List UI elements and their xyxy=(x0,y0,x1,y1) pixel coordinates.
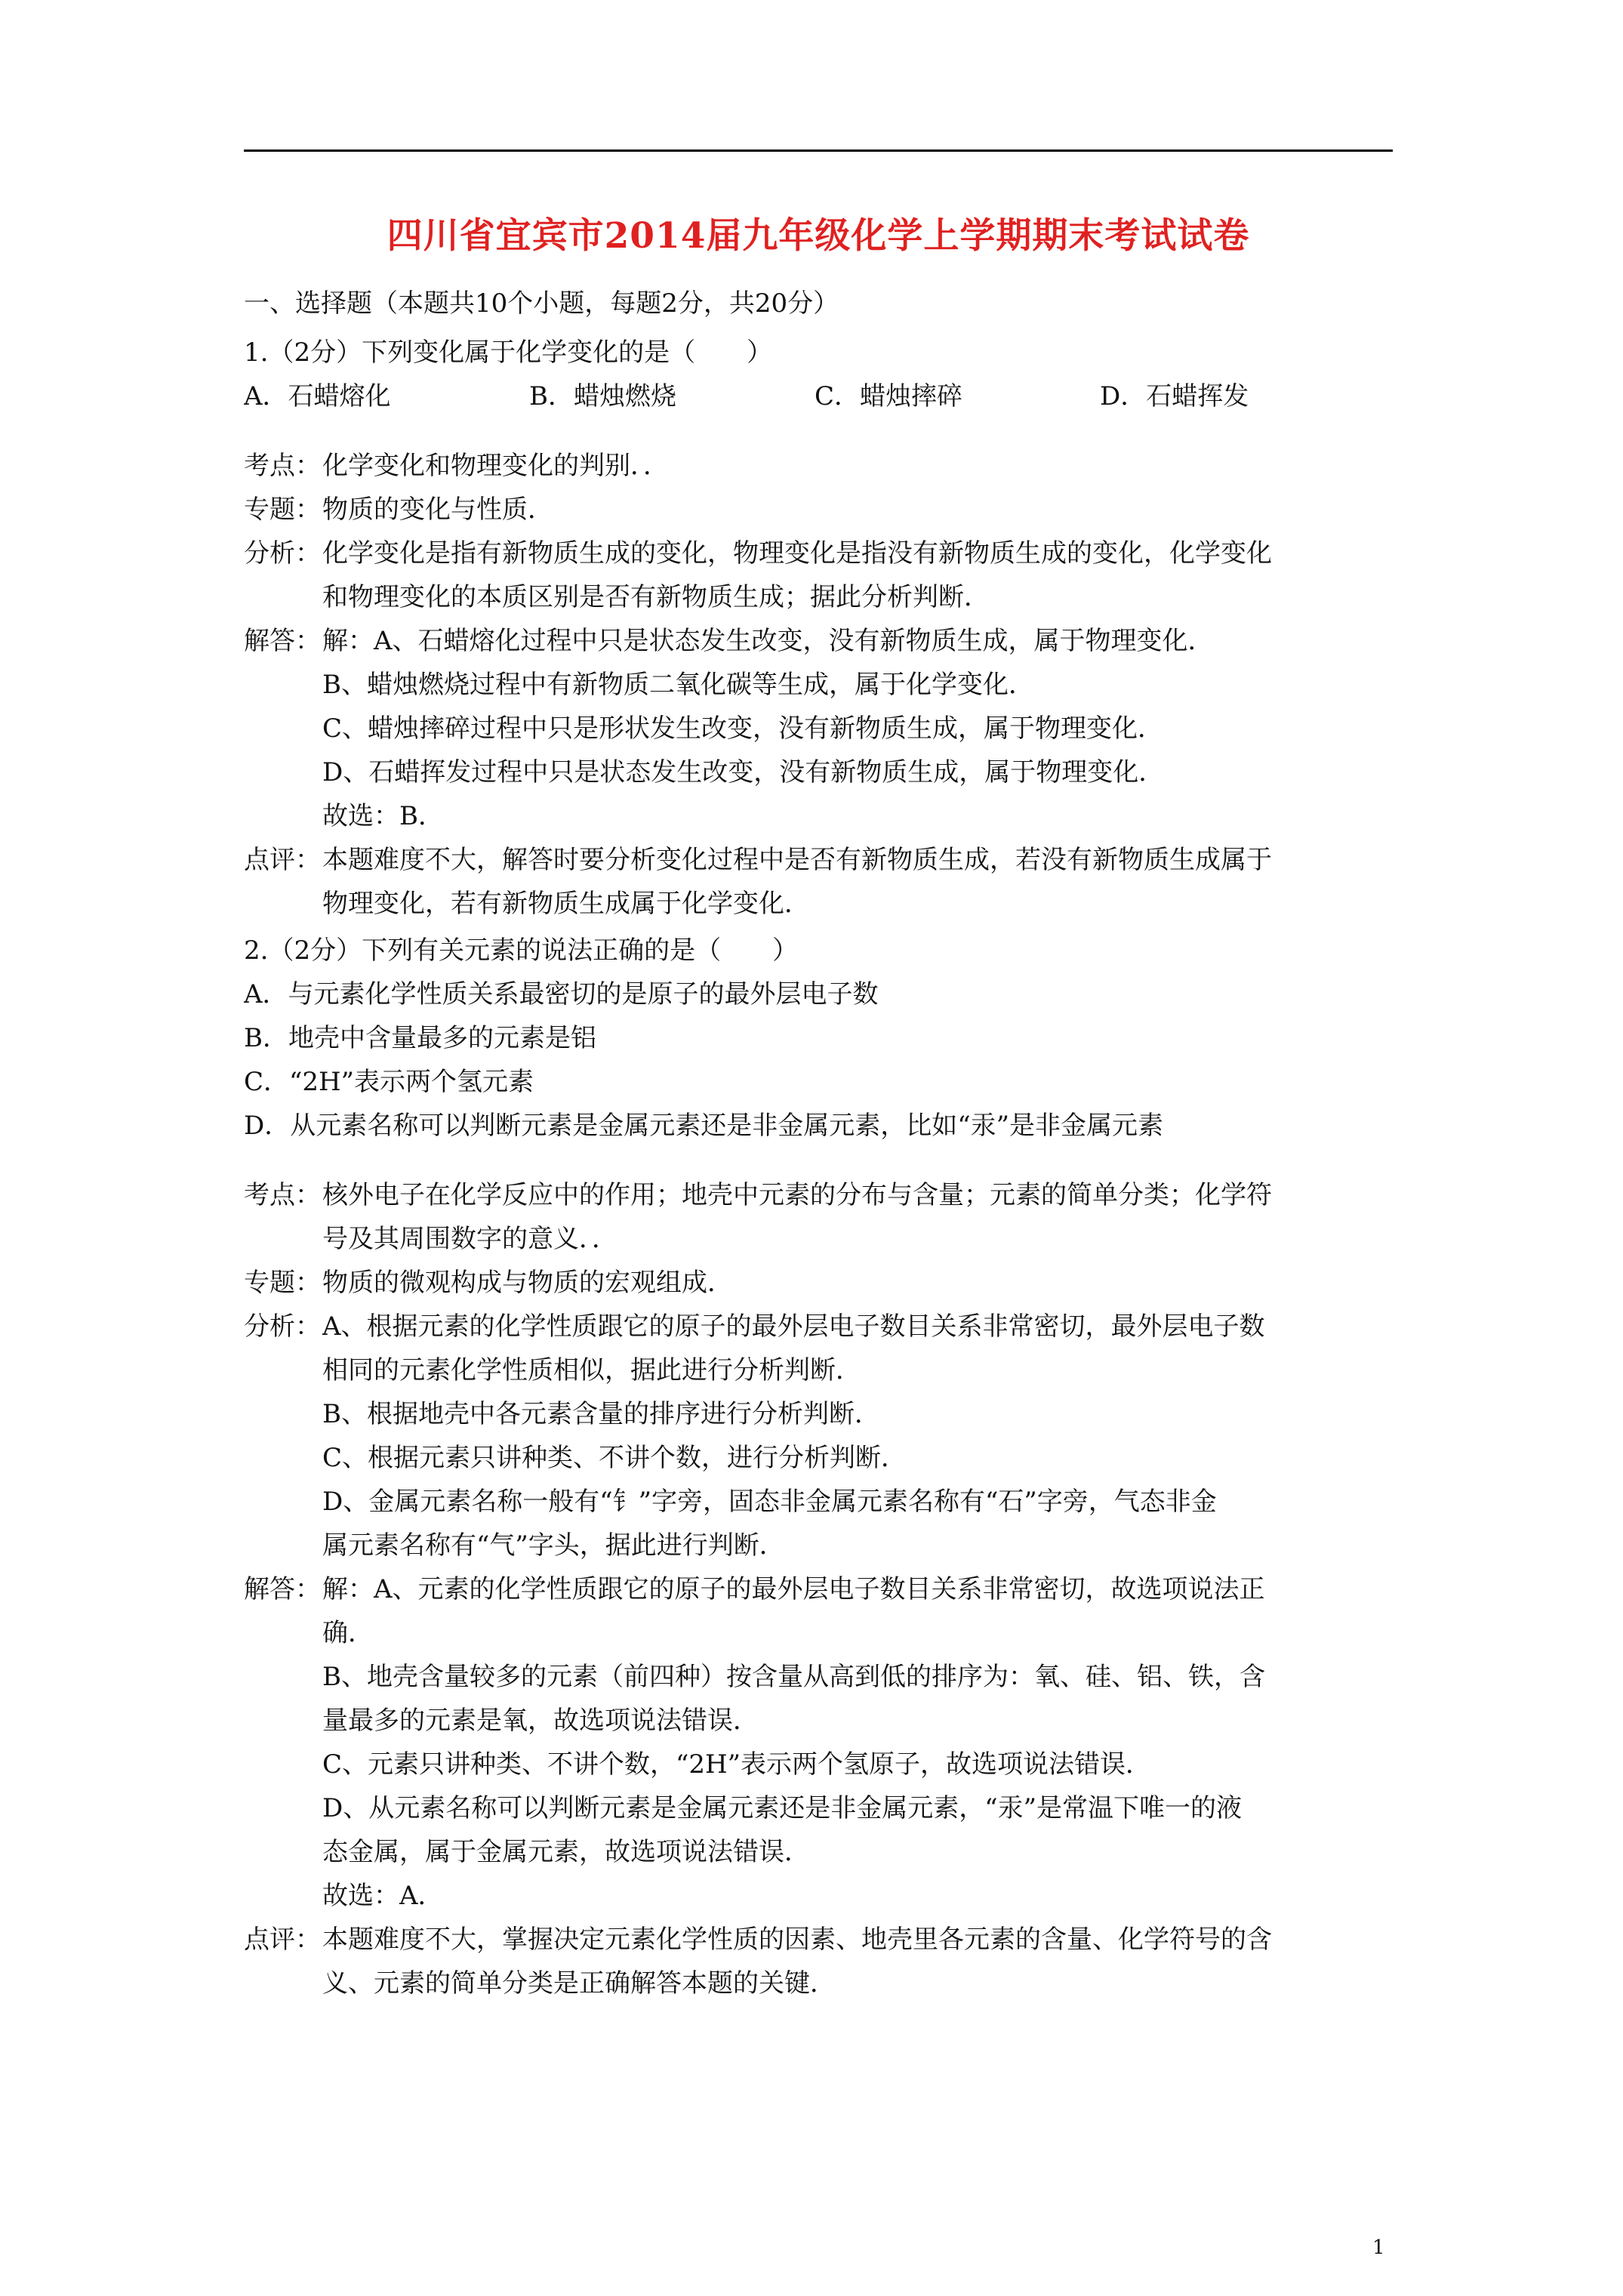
kaodian-row xyxy=(244,444,1399,488)
zhuanti-row xyxy=(244,1261,1399,1305)
section-heading: 一、选择题（本题共10个小题，每题2分，共20分） xyxy=(244,288,839,319)
jieda-line: D、从元素名称可以判断元素是金属元素还是非金属元素，“汞”是常温下唯一的液 xyxy=(322,1793,1243,1823)
fenxi-row xyxy=(244,1305,1399,1348)
jieda-line: D、石蜡挥发过程中只是状态发生改变，没有新物质生成，属于物理变化． xyxy=(322,757,1165,787)
zhuanti-label: 专题： xyxy=(244,1268,321,1298)
option-a: A．与元素化学性质关系最密切的是原子的最外层电子数 xyxy=(244,979,879,1009)
option-c: C．“2H”表示两个氢元素 xyxy=(244,1067,534,1097)
option-d: D．石蜡挥发 xyxy=(1100,381,1249,411)
jieda-line: B、蜡烛燃烧过程中有新物质二氧化碳等生成，属于化学变化． xyxy=(322,670,1034,700)
question-1 xyxy=(244,331,1399,926)
dianping-line: 物理变化，若有新物质生成属于化学变化． xyxy=(322,889,810,919)
jieda-line: 故选：B． xyxy=(322,801,444,831)
fenxi-label: 分析： xyxy=(244,1311,321,1342)
zhuanti-row xyxy=(244,488,1399,532)
dianping-line: 义、元素的简单分类是正确解答本题的关键． xyxy=(322,1968,836,1999)
question-stem: 2.（2分）下列有关元素的说法正确的是（ ） xyxy=(244,935,799,966)
kaodian-text: 化学变化和物理变化的判别．． xyxy=(322,451,669,481)
jieda-line: B、地壳含量较多的元素（前四种）按含量从高到低的排序为：氧、硅、铝、铁，含 xyxy=(322,1662,1265,1692)
jieda-line: 态金属，属于金属元素，故选项说法错误． xyxy=(322,1837,810,1867)
jieda-line: 量最多的元素是氧，故选项说法错误． xyxy=(322,1706,759,1736)
kaodian-row xyxy=(244,1173,1399,1217)
fenxi-line: C、根据元素只讲种类、不讲个数，进行分析判断． xyxy=(322,1443,907,1473)
option-d: D．从元素名称可以判断元素是金属元素还是非金属元素，比如“汞”是非金属元素 xyxy=(244,1111,1164,1141)
jieda-row xyxy=(244,619,1399,663)
kaodian-label: 考点： xyxy=(244,1180,321,1210)
header-rule xyxy=(244,149,1393,152)
fenxi-line: 和物理变化的本质区别是否有新物质生成；据此分析判断． xyxy=(322,582,990,612)
dianping-label: 点评： xyxy=(244,845,321,875)
fenxi-row xyxy=(244,532,1399,575)
jieda-line: 解：A、石蜡熔化过程中只是状态发生改变，没有新物质生成，属于物理变化． xyxy=(322,626,1214,656)
option-a: A．石蜡熔化 xyxy=(244,381,391,411)
jieda-label: 解答： xyxy=(244,626,321,656)
question-stem: 1.（2分）下列变化属于化学变化的是（ ） xyxy=(244,337,773,368)
jieda-line: C、元素只讲种类、不讲个数，“2H”表示两个氢原子，故选项说法错误． xyxy=(322,1749,1152,1780)
fenxi-line: 化学变化是指有新物质生成的变化，物理变化是指没有新物质生成的变化，化学变化 xyxy=(322,538,1272,569)
option-b: B．地壳中含量最多的元素是铝 xyxy=(244,1023,596,1053)
dianping-line: 本题难度不大，掌握决定元素化学性质的因素、地壳里各元素的含量、化学符号的含 xyxy=(322,1925,1272,1955)
fenxi-line: 属元素名称有“气”字头，据此进行判断． xyxy=(322,1530,785,1561)
kaodian-line: 号及其周围数字的意义．． xyxy=(322,1224,617,1254)
zhuanti-text: 物质的微观构成与物质的宏观组成． xyxy=(322,1268,733,1298)
jieda-row xyxy=(244,1567,1399,1611)
page-number: 1 xyxy=(1372,2236,1385,2259)
fenxi-line: 相同的元素化学性质相似，据此进行分析判断． xyxy=(322,1355,861,1385)
fenxi-line: D、金属元素名称一般有“钅”字旁，固态非金属元素名称有“石”字旁，气态非金 xyxy=(322,1487,1217,1517)
jieda-label: 解答： xyxy=(244,1574,321,1604)
zhuanti-label: 专题： xyxy=(244,495,321,525)
exam-title: 四川省宜宾市2014届九年级化学上学期期末考试试卷 xyxy=(387,215,1250,257)
jieda-line: 故选：A． xyxy=(322,1881,444,1911)
dianping-line: 本题难度不大，解答时要分析变化过程中是否有新物质生成，若没有新物质生成属于 xyxy=(322,845,1272,875)
question-2 xyxy=(244,929,1399,2005)
fenxi-label: 分析： xyxy=(244,538,321,569)
jieda-line: C、蜡烛摔碎过程中只是形状发生改变，没有新物质生成，属于物理变化． xyxy=(322,713,1164,744)
jieda-line: 解：A、元素的化学性质跟它的原子的最外层电子数目关系非常密切，故选项说法正 xyxy=(322,1574,1265,1604)
jieda-line: 确． xyxy=(322,1618,374,1648)
dianping-row xyxy=(244,838,1399,882)
fenxi-line: A、根据元素的化学性质跟它的原子的最外层电子数目关系非常密切，最外层电子数 xyxy=(322,1311,1265,1342)
option-b: B．蜡烛燃烧 xyxy=(529,381,676,411)
dianping-label: 点评： xyxy=(244,1925,321,1955)
options-row xyxy=(244,374,1399,444)
fenxi-line: B、根据地壳中各元素含量的排序进行分析判断． xyxy=(322,1399,880,1429)
dianping-row xyxy=(244,1918,1399,1962)
kaodian-label: 考点： xyxy=(244,451,321,481)
zhuanti-text: 物质的变化与性质． xyxy=(322,495,553,525)
kaodian-line: 核外电子在化学反应中的作用；地壳中元素的分布与含量；元素的简单分类；化学符 xyxy=(322,1180,1272,1210)
option-c: C．蜡烛摔碎 xyxy=(815,381,963,411)
